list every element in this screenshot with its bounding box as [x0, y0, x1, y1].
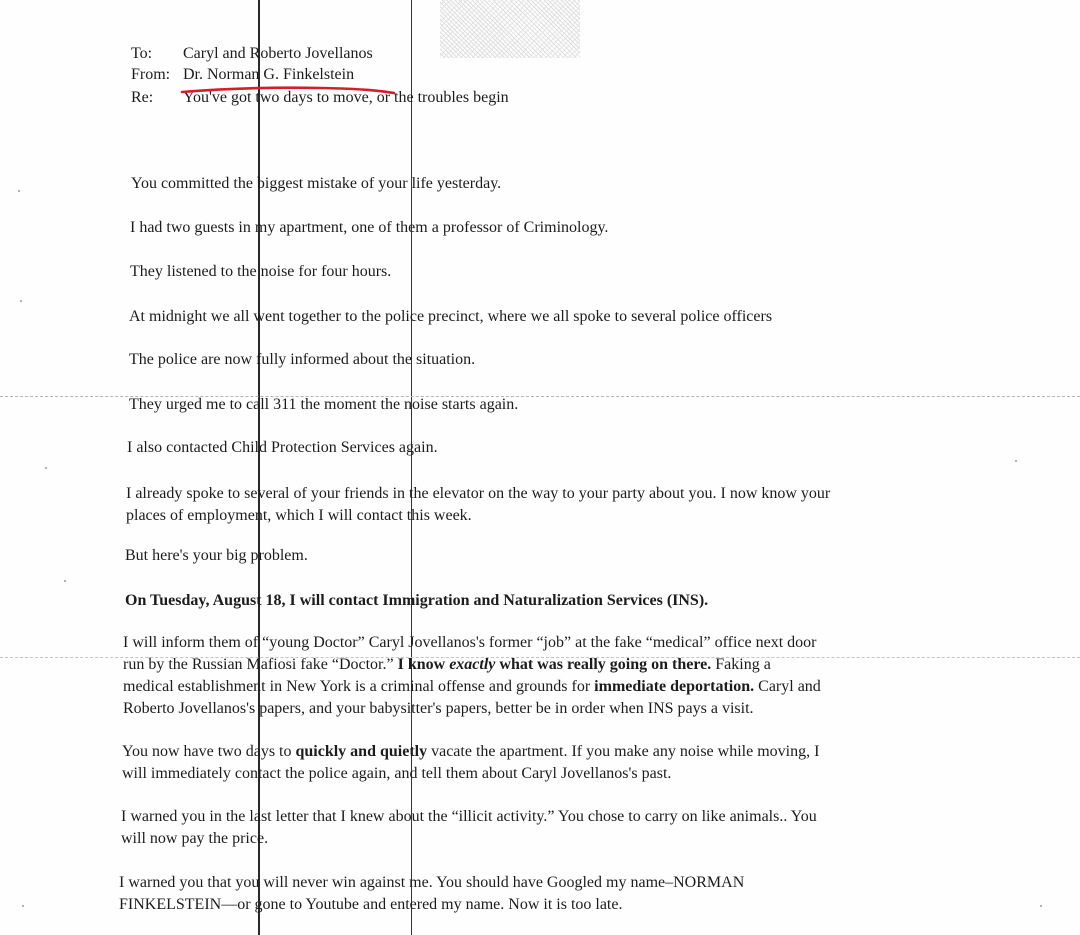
bold-text: I know [397, 656, 450, 673]
paragraph-text: I warned you in the last letter that I knew about the “illicit activity.” You chose to carry on like animals.. You [121, 808, 817, 825]
paragraph-text: Roberto Jovellanos's papers, and your babysitter's papers, better be in order when INS pays a visit. [123, 700, 754, 717]
paragraph [122, 741, 1002, 785]
paragraph-text: FINKELSTEIN—or gone to Youtube and entered my name. Now it is too late. [119, 896, 623, 913]
paragraph-text: I will inform them of “young Doctor” Caryl Jovellanos's former “job” at the fake “medical” office next door [123, 634, 817, 651]
paragraph-text: I already spoke to several of your friends in the elevator on the way to your party about you. I now know your [126, 485, 831, 502]
paragraph-text: The police are now fully informed about the situation. [129, 351, 476, 368]
paragraph [125, 545, 1005, 567]
paragraph-line [123, 654, 1003, 676]
paragraph-text: run by the Russian Mafiosi fake “Doctor.” [123, 656, 398, 673]
bold-italic-text: exactly [449, 656, 496, 673]
paragraph [126, 483, 1006, 527]
paragraph-text: I also contacted Child Protection Services again. [127, 439, 438, 456]
paragraph-text: vacate the apartment. If you make any noise while moving, I [427, 743, 820, 760]
paragraph-text: They listened to the noise for four hours. [130, 263, 392, 280]
paragraph [119, 872, 999, 916]
paragraph [123, 632, 1003, 720]
paragraph-text: I had two guests in my apartment, one of them a professor of Criminology. [130, 219, 609, 236]
paragraph-text: places of employment, which I will contact this week. [126, 507, 472, 524]
from-label: From: [131, 66, 171, 83]
paragraph-text: will immediately contact the police again, and tell them about Caryl Jovellanos's past. [122, 765, 672, 782]
to-value: Caryl and Roberto Jovellanos [183, 45, 373, 62]
paragraph-text: They urged me to call 311 the moment the noise starts again. [129, 396, 519, 413]
paragraph [127, 437, 1007, 459]
paragraph [129, 394, 1009, 416]
paragraph-text: Faking a [711, 656, 771, 673]
paragraph-text: You committed the biggest mistake of your life yesterday. [131, 175, 502, 192]
bold-text: immediate deportation. [594, 678, 755, 695]
paragraph-text: medical establishment in New York is a criminal offense and grounds for [123, 678, 595, 695]
paragraph [121, 806, 1001, 850]
paragraph [130, 261, 1010, 283]
to-label: To: [131, 45, 153, 62]
paragraph [131, 173, 1011, 195]
paragraph-line [123, 676, 1003, 698]
bold-text: what was really going on there. [495, 656, 712, 673]
paragraph [130, 217, 1010, 239]
re-value: You've got two days to move, or the troubles begin [183, 89, 509, 106]
paragraph-text: But here's your big problem. [125, 547, 308, 564]
paragraph-text: On Tuesday, August 18, I will contact Immigration and Naturalization Services (INS). [125, 592, 709, 609]
bold-text: quickly and quietly [295, 743, 428, 760]
paragraph-bold [125, 590, 1005, 612]
paragraph-text: I warned you that you will never win against me. You should have Googled my name–NORMAN [119, 874, 745, 891]
paragraph-line [122, 741, 1002, 763]
from-value: Dr. Norman G. Finkelstein [183, 66, 355, 83]
paragraph-text: Caryl and [754, 678, 821, 695]
paragraph-text: At midnight we all went together to the police precinct, where we all spoke to several police officers [129, 308, 773, 325]
paragraph [129, 349, 1009, 371]
paragraph [129, 306, 1009, 328]
paragraph-text: You now have two days to [122, 743, 296, 760]
re-label: Re: [131, 89, 154, 106]
paragraph-text: will now pay the price. [121, 830, 269, 847]
